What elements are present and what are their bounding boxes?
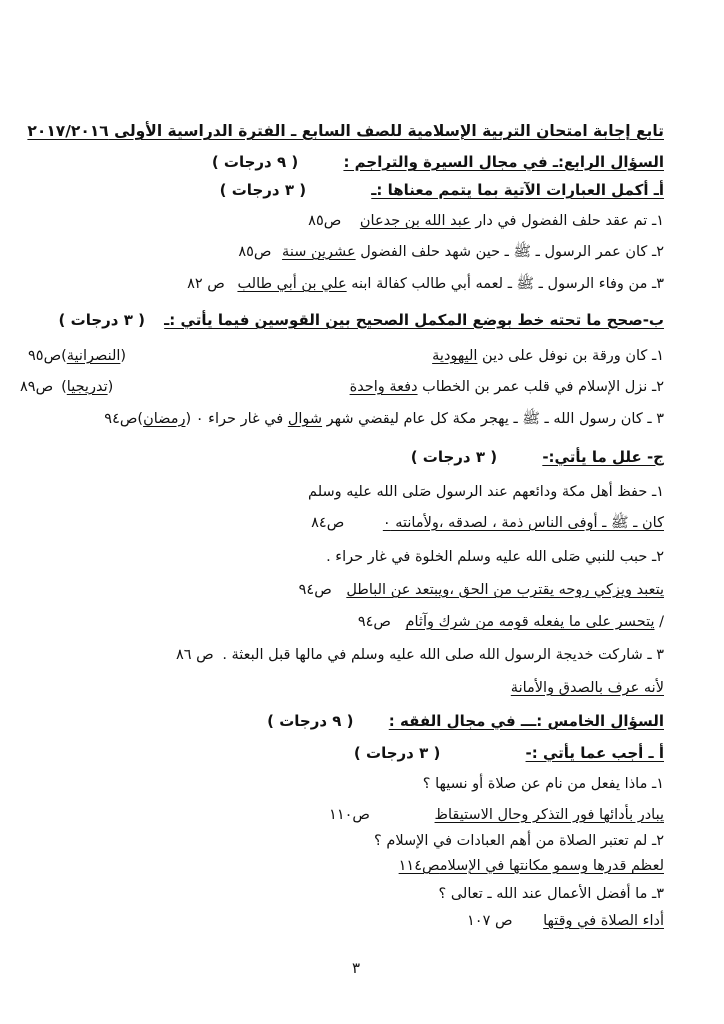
q4b-item-3-answer: رمضان bbox=[143, 411, 186, 427]
q5a-item-3-answer-text: أداء الصلاة في وقتها bbox=[543, 913, 664, 929]
q4a-item-1-text: ١ـ تم عقد حلف الفضول في دار bbox=[475, 213, 664, 229]
q4b-item-1 bbox=[432, 346, 664, 366]
q4b-item-2-underlined: دفعة واحدة bbox=[349, 379, 418, 395]
q4c-item-1-answer-text: كان ـ ﷺ ـ أوفى الناس ذمة ، لصدقه ،ولأمانته ٠ bbox=[382, 515, 664, 531]
q5a-item-2-question: ٢ـ لم تعتبر الصلاة من أهم العبادات في الإسلام ؟ bbox=[374, 833, 664, 849]
q4-heading-text: السؤال الرابع:ـ في مجال السيرة والتراجم : bbox=[343, 153, 664, 171]
q4a-item-3 bbox=[187, 274, 664, 294]
q5-heading-text: السؤال الخامس :ـــ في مجال الفقه : bbox=[388, 712, 664, 730]
q4c-item-1-ref: ص٨٤ bbox=[311, 515, 345, 531]
q4a-marks: ( ٣ درجات ) bbox=[219, 181, 307, 199]
q4b-item-3-underlined: شوال bbox=[287, 411, 323, 427]
q4a-heading-text: أـ أكمل العبارات الآتية بما يتمم معناها :ـ bbox=[371, 181, 664, 199]
q5a-item-2-answer-text: لعظم قدرها وسمو مكانتها في الإسلام bbox=[439, 858, 664, 874]
q4c-item-2-ref-2: ص٩٤ bbox=[357, 614, 391, 630]
q4c-item-3-answer: لأنه عرف بالصدق والأمانة bbox=[510, 680, 664, 696]
q4c-item-3-ref: ص ٨٦ bbox=[175, 647, 214, 663]
q4a-item-3-text: ٣ـ من وفاء الرسول ـ ﷺ ـ لعمه أبي طالب كفالة ابنه bbox=[351, 276, 664, 292]
q4a-item-2-ref: ص٨٥ bbox=[238, 244, 272, 260]
q4c-item-2-question: ٢ـ حبب للنبي صَلى الله عليه وسلم الخلوة في غار حراء . bbox=[326, 549, 664, 565]
q4b-heading bbox=[59, 310, 664, 330]
q5-heading bbox=[267, 711, 664, 731]
q4b-item-2-answer: (تدريجيا)ص٨٩ bbox=[20, 379, 114, 395]
q4a-item-3-answer: علي بن أبي طالب bbox=[237, 276, 347, 292]
q4c-item-2-answer-2-text: يتحسر على ما يفعله قومه من شرك وآثام bbox=[405, 614, 655, 630]
q4b-item-3-text: ٣ ـ كان رسول الله ـ ﷺ ـ يهجر مكة كل عام ليقضي شهر bbox=[326, 411, 664, 427]
q5a-heading bbox=[354, 743, 664, 763]
q4b-item-3-text-after: في غار حراء ٠ bbox=[195, 411, 284, 427]
q4a-item-3-ref: ص ٨٢ bbox=[187, 276, 225, 292]
q5a-item-2-answer bbox=[399, 856, 664, 876]
q4c-item-2-ref-1: ص٩٤ bbox=[298, 582, 332, 598]
q4c-marks: ( ٣ درجات ) bbox=[410, 448, 498, 466]
q4c-item-2-answer-1 bbox=[299, 580, 664, 600]
q4c-item-2-answer-1-text: يتعبد ويزكي روحه يقترب من الحق ،ويبتعد عن الباطل bbox=[346, 582, 664, 598]
q5a-item-1-answer-text: يبادر بأدائها فور التذكر وحال الاستيقاظ bbox=[434, 807, 664, 823]
q4b-item-1-text: ١ـ كان ورقة بن نوفل على دين bbox=[482, 348, 664, 364]
q4c-item-1-question: ١ـ حفظ أهل مكة ودائعهم عند الرسول صَلى الله عليه وسلم bbox=[308, 484, 664, 500]
q4b-marks: ( ٣ درجات ) bbox=[58, 311, 145, 329]
q4b-item-2-text: ٢ـ نزل الإسلام في قلب عمر بن الخطاب bbox=[422, 379, 664, 395]
q4c-item-3-question-text: ٣ ـ شاركت خديجة الرسول الله صلى الله عليه وسلم في مالها قبل البعثة . bbox=[222, 647, 664, 663]
q4a-item-2 bbox=[238, 242, 664, 262]
q4-heading bbox=[212, 152, 664, 172]
q4b-item-1-ref: ص٩٥ bbox=[28, 348, 62, 364]
q4c-item-3-question bbox=[176, 645, 664, 665]
q4c-item-2-answer-2 bbox=[358, 612, 664, 632]
q4c-heading-text: ج- علل ما يأتي:- bbox=[542, 448, 664, 466]
q4a-item-1 bbox=[308, 211, 664, 231]
q4-marks: ( ٩ درجات ) bbox=[211, 153, 299, 171]
q4a-item-1-ref: ص٨٥ bbox=[308, 213, 342, 229]
q4b-item-3: ٣ ـ كان رسول الله ـ ﷺ ـ يهجر مكة كل عام ليقضي شهر شوال في غار حراء ٠ (رمضان)ص٩٤ bbox=[104, 411, 664, 427]
q5a-item-3-answer bbox=[467, 911, 664, 931]
q4b-item-1-answer: (النصرانية)ص٩٥ bbox=[28, 348, 127, 364]
q4a-item-2-answer: عشرين سنة bbox=[282, 244, 356, 260]
q5a-item-1-ref: ص١١٠ bbox=[329, 807, 370, 823]
q5a-item-2-ref: ص١١٤ bbox=[398, 858, 440, 874]
q4b-item-3-ref: ص٩٤ bbox=[104, 411, 138, 427]
q5a-item-1-answer bbox=[329, 805, 664, 825]
q5a-marks: ( ٣ درجات ) bbox=[353, 744, 441, 762]
q5a-heading-text: أ ـ أجب عما يأتي :- bbox=[525, 744, 664, 762]
q5a-item-1-question: ١ـ ماذا يفعل من نام عن صلاة أو نسيها ؟ bbox=[422, 776, 664, 792]
q4b-item-2-answer-text: تدريجيا bbox=[66, 379, 108, 395]
page-title: تابع إجابة امتحان التربية الإسلامية للصف السابع ـ الفترة الدراسية الأولى ٢٠١٧/٢٠١٦ bbox=[27, 122, 664, 140]
q5-marks: ( ٩ درجات ) bbox=[267, 712, 354, 730]
q4a-item-1-answer: عبد الله بن جدعان bbox=[359, 213, 471, 229]
q4b-item-2 bbox=[350, 377, 664, 397]
q4c-item-2-answer-2-prefix: / bbox=[659, 614, 664, 630]
page-number: ٣ bbox=[352, 959, 361, 977]
q4a-heading bbox=[220, 180, 664, 200]
q4b-item-2-ref: ص٨٩ bbox=[20, 379, 54, 395]
q4b-item-1-answer-text: النصرانية bbox=[66, 348, 121, 364]
q4c-item-1-answer bbox=[311, 513, 664, 533]
q5a-item-3-ref: ص ١٠٧ bbox=[467, 913, 513, 929]
q5a-item-3-question: ٣ـ ما أفضل الأعمال عند الله ـ تعالى ؟ bbox=[438, 886, 664, 902]
q4a-item-2-text: ٢ـ كان عمر الرسول ـ ﷺ ـ حين شهد حلف الفضول bbox=[360, 244, 664, 260]
q4b-item-1-underlined: اليهودية bbox=[432, 348, 478, 364]
q4c-heading bbox=[411, 447, 664, 467]
q4b-heading-text: ب-صحح ما تحته خط بوضع المكمل الصحيح بين القوسين فيما يأتي :ـ bbox=[164, 311, 664, 329]
